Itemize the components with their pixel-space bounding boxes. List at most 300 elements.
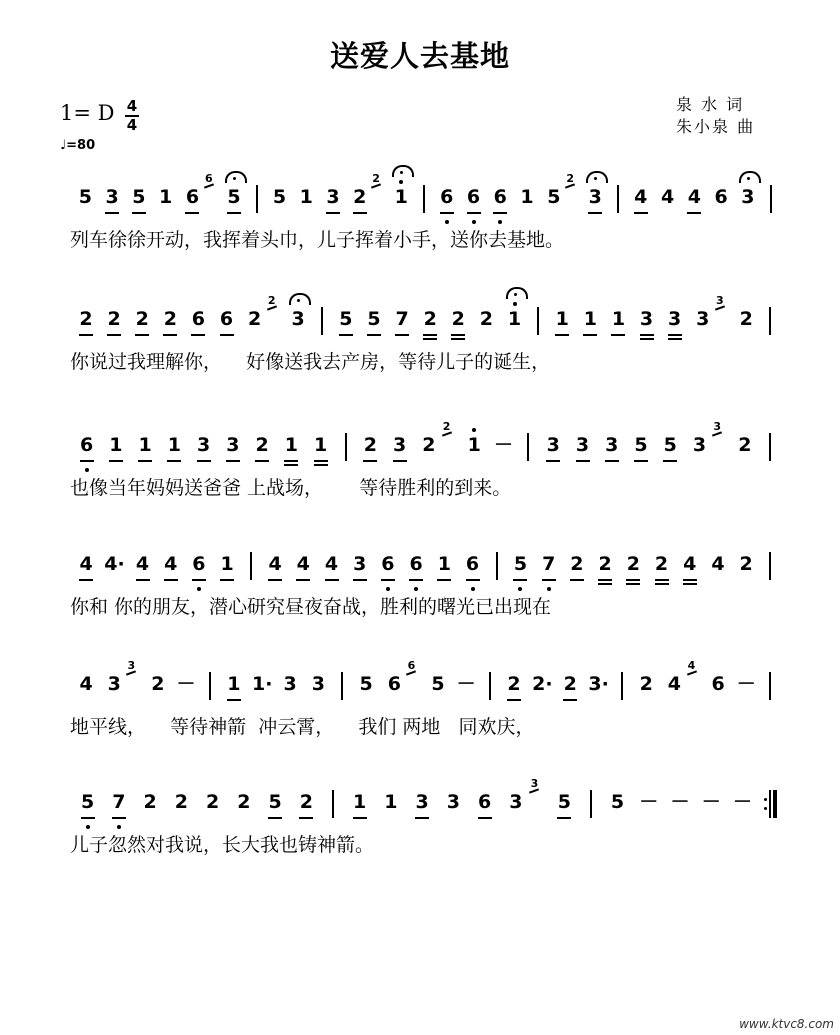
note	[350, 185, 370, 209]
note-digit: 2	[107, 308, 121, 330]
song-title: 送爱人去基地	[329, 39, 510, 73]
note	[475, 790, 495, 814]
underline-beam	[583, 334, 597, 336]
note-digit: －	[732, 791, 752, 813]
underline-beam	[663, 460, 677, 462]
note	[554, 790, 574, 814]
note-digit: 3	[446, 791, 460, 813]
note	[133, 552, 153, 576]
underline-beam	[353, 817, 367, 819]
underline-beam	[268, 817, 282, 819]
note	[390, 433, 410, 457]
note-digit: 6	[440, 186, 454, 208]
underline-beam	[655, 579, 669, 581]
note	[680, 552, 700, 576]
note	[224, 672, 244, 696]
time-signature	[122, 98, 142, 134]
barline	[489, 672, 491, 700]
barline	[537, 307, 539, 335]
note	[360, 433, 380, 457]
score-line	[0, 777, 840, 870]
underline-beam	[220, 334, 234, 336]
note	[732, 790, 752, 814]
score-line	[0, 552, 840, 632]
note	[690, 433, 710, 457]
note	[708, 672, 728, 696]
grace-note: 6	[202, 173, 216, 184]
note-digit: 4	[135, 553, 150, 575]
note-digit: －	[456, 673, 476, 695]
underline-beam	[367, 334, 381, 336]
note	[188, 307, 208, 331]
low-octave-dot	[86, 825, 90, 829]
low-octave-dot	[85, 468, 89, 472]
underline-beam	[493, 212, 507, 214]
note	[224, 185, 244, 209]
low-octave-dot	[518, 587, 522, 591]
note	[573, 433, 593, 457]
barline	[341, 672, 343, 700]
grace-note: 2	[440, 421, 454, 432]
barline	[769, 307, 771, 335]
note	[708, 552, 728, 576]
grace-note: 3	[713, 295, 727, 306]
note-digit: 2	[507, 673, 521, 695]
note-digit: 5	[513, 553, 528, 575]
note	[392, 307, 412, 331]
note	[322, 552, 342, 576]
low-octave-dot	[197, 587, 201, 591]
underline-beam	[164, 579, 178, 581]
note	[104, 552, 124, 576]
note-digit: 1	[611, 308, 626, 330]
note-digit: 2	[654, 553, 669, 575]
note-digit: 7	[542, 553, 556, 575]
underline-beam	[563, 699, 577, 701]
note-digit: 1	[159, 186, 173, 208]
note-digit: 6	[387, 673, 401, 695]
note	[293, 552, 313, 576]
underline-beam	[135, 334, 149, 336]
note	[296, 185, 316, 209]
underline-beam	[381, 579, 395, 581]
lyric-line: 你和 你的朋友，潜心研究昼夜奋战，胜利的曙光已出现在	[70, 596, 552, 618]
note	[280, 672, 300, 696]
note-digit: 3	[509, 791, 523, 813]
underline-beam	[626, 583, 640, 585]
note	[109, 790, 129, 814]
note-digit: 3	[283, 673, 297, 695]
note-digit: 2	[163, 308, 177, 330]
note-digit: 6	[465, 553, 480, 575]
note	[311, 433, 331, 457]
note	[608, 307, 628, 331]
barline	[321, 307, 323, 335]
underline-beam	[107, 334, 121, 336]
note-digit: －	[176, 673, 196, 695]
note	[245, 307, 265, 331]
note	[580, 307, 600, 331]
underline-beam	[634, 460, 648, 462]
lyric-line: 儿子忽然对我说，长大我也铸神箭。	[70, 834, 375, 856]
underline-beam	[393, 460, 407, 462]
underline-beam	[255, 460, 269, 462]
note	[665, 307, 685, 331]
barline	[332, 790, 334, 818]
underline-beam	[598, 583, 612, 585]
barline	[256, 185, 258, 213]
note-digit: 3·	[588, 673, 609, 695]
underline-beam	[112, 817, 126, 819]
note	[419, 433, 439, 457]
note-digit: 3	[605, 434, 619, 456]
note-digit: 1	[394, 186, 408, 208]
note	[182, 185, 202, 209]
underline-beam	[299, 817, 313, 819]
note-digit: 1	[384, 791, 398, 813]
note	[560, 672, 580, 696]
underline-beam	[507, 699, 521, 701]
underline-beam	[557, 817, 571, 819]
note	[234, 790, 254, 814]
note	[160, 307, 180, 331]
note	[217, 307, 237, 331]
note-digit: 1	[437, 553, 451, 575]
note	[532, 672, 552, 696]
note-digit: 2	[206, 791, 220, 813]
note-digit: 1	[299, 186, 313, 208]
note	[132, 307, 152, 331]
underline-beam	[542, 579, 556, 581]
grace-note: 4	[685, 660, 699, 671]
underline-beam	[570, 579, 584, 581]
grace-note: 3	[710, 421, 724, 432]
underline-beam	[440, 212, 454, 214]
note-digit: 4	[268, 553, 282, 575]
note-digit: 2	[247, 308, 262, 330]
note-digit: 2	[143, 791, 157, 813]
note	[189, 552, 209, 576]
note-digit: 2	[570, 553, 584, 575]
lyricist-credit: 泉 水 词	[676, 95, 745, 114]
note	[517, 185, 537, 209]
note-digit: 2	[479, 308, 493, 330]
note-digit: 3	[696, 308, 710, 330]
note-digit: 5	[634, 434, 648, 456]
note	[552, 307, 572, 331]
note	[588, 672, 608, 696]
note	[736, 307, 756, 331]
underline-beam	[105, 212, 119, 214]
note-digit: 6	[711, 673, 725, 695]
note	[356, 672, 376, 696]
note-digit: 5	[367, 308, 381, 330]
note	[658, 185, 678, 209]
low-octave-dot	[471, 587, 475, 591]
fermata	[586, 171, 608, 183]
note-digit: 6	[191, 308, 206, 330]
note-digit: 1	[507, 308, 522, 330]
note-digit: 2	[135, 308, 149, 330]
note-digit: 4	[296, 553, 310, 575]
note-digit: 5	[610, 791, 625, 813]
note	[464, 185, 484, 209]
note	[384, 672, 404, 696]
note-digit: 1	[555, 308, 569, 330]
underline-beam	[79, 334, 93, 336]
note-digit: 5	[431, 673, 445, 695]
note	[217, 552, 237, 576]
note-digit: －	[494, 434, 514, 456]
underline-beam	[339, 334, 353, 336]
note	[75, 185, 95, 209]
note-digit: 4	[79, 553, 93, 575]
note-digit: 3	[741, 186, 755, 208]
grace-note: 2	[265, 295, 279, 306]
note-digit: 1	[227, 673, 241, 695]
note	[135, 433, 155, 457]
note	[506, 790, 526, 814]
underline-beam	[683, 583, 697, 585]
note-digit: 2	[79, 308, 93, 330]
note-digit: －	[736, 673, 756, 695]
note-digit: 1	[109, 434, 123, 456]
fermata	[739, 171, 761, 183]
note-digit: 6	[493, 186, 507, 208]
underline-beam	[409, 579, 423, 581]
note-digit: 1	[314, 434, 328, 456]
underline-beam	[284, 464, 298, 466]
note-digit: 2	[598, 553, 612, 575]
note	[639, 790, 659, 814]
note-digit: 2	[353, 186, 367, 208]
note-digit: 5	[339, 308, 353, 330]
note	[736, 672, 756, 696]
underline-beam	[138, 460, 152, 462]
underline-beam	[546, 460, 560, 462]
note	[350, 790, 370, 814]
score-line	[0, 172, 840, 265]
note-digit: 2	[738, 434, 752, 456]
note	[456, 672, 476, 696]
note	[104, 672, 124, 696]
note-digit: 3	[668, 308, 682, 330]
note	[464, 433, 484, 457]
note	[288, 307, 308, 331]
note	[631, 433, 651, 457]
note	[631, 185, 651, 209]
note-digit: 1	[467, 434, 481, 456]
grace-note: 2	[369, 173, 383, 184]
underline-beam	[668, 334, 682, 336]
note-digit: 2	[563, 673, 577, 695]
underline-beam	[136, 579, 150, 581]
note-digit: 6	[477, 791, 492, 813]
note-digit: 6	[714, 186, 728, 208]
note-digit: 4	[687, 186, 701, 208]
note-digit: 1	[167, 434, 181, 456]
barline	[621, 672, 623, 700]
note	[607, 790, 627, 814]
underline-beam	[353, 579, 367, 581]
note	[735, 433, 755, 457]
note	[265, 790, 285, 814]
note	[670, 790, 690, 814]
lyric-line: 地平线， 等待神箭 冲云霄， 我们 两地 同欢庆，	[70, 716, 535, 738]
underline-beam	[80, 460, 94, 462]
time-signature-top: 4	[126, 97, 138, 115]
underline-beam	[226, 460, 240, 462]
note-digit: 2	[255, 434, 269, 456]
note	[104, 307, 124, 331]
fermata	[392, 165, 414, 177]
note	[364, 307, 384, 331]
note-digit: 4	[324, 553, 339, 575]
note-digit: 7	[395, 308, 409, 330]
grace-note: 3	[527, 778, 541, 789]
note	[505, 307, 525, 331]
note	[308, 672, 328, 696]
note	[76, 307, 96, 331]
note-digit: 4	[667, 673, 682, 695]
note-digit: 3	[197, 434, 211, 456]
note-digit: 4	[660, 186, 675, 208]
note-digit: 1	[520, 186, 534, 208]
note-digit: 3	[639, 308, 654, 330]
underline-beam	[668, 338, 682, 340]
note-digit: 2	[739, 308, 753, 330]
note	[76, 672, 96, 696]
lyric-line: 列车徐徐开动，我挥着头巾，儿子挥着小手，送你去基地。	[70, 229, 565, 251]
note	[296, 790, 316, 814]
note-digit: 6	[192, 553, 206, 575]
score-line	[0, 294, 840, 387]
note-digit: 5	[78, 186, 92, 208]
note-digit: 3	[692, 434, 707, 456]
note-digit: 3	[415, 791, 429, 813]
high-octave-dot	[399, 180, 403, 184]
score-line	[0, 420, 840, 513]
underline-beam	[555, 334, 569, 336]
note	[381, 790, 401, 814]
note-digit: 6	[409, 553, 423, 575]
note-digit: 2	[363, 434, 378, 456]
note-digit: 1	[220, 553, 234, 575]
note	[281, 433, 301, 457]
note	[510, 552, 530, 576]
underline-beam	[197, 460, 211, 462]
underline-beam	[353, 212, 367, 214]
note-digit: 5	[272, 186, 287, 208]
note-digit: 3	[226, 434, 240, 456]
note	[437, 185, 457, 209]
high-octave-dot	[513, 302, 517, 306]
underline-beam	[395, 334, 409, 336]
note	[106, 433, 126, 457]
note	[494, 433, 514, 457]
note-digit: 5	[359, 673, 373, 695]
barline	[496, 552, 498, 580]
note-digit: 2	[739, 553, 753, 575]
note-digit: 2	[299, 791, 314, 813]
underline-beam	[163, 334, 177, 336]
note-digit: 1	[352, 791, 367, 813]
note-digit: －	[670, 791, 690, 813]
note	[463, 552, 483, 576]
underline-beam	[325, 579, 339, 581]
note	[490, 185, 510, 209]
note	[567, 552, 587, 576]
note	[350, 552, 370, 576]
underline-beam	[423, 334, 437, 336]
barline	[423, 185, 425, 213]
underline-beam	[415, 817, 429, 819]
note-digit: 5	[81, 791, 95, 813]
grace-note: 6	[404, 660, 418, 671]
note	[129, 185, 149, 209]
note-digit: 5	[132, 186, 146, 208]
note	[269, 185, 289, 209]
grace-note: 2	[563, 173, 577, 184]
underline-beam	[634, 212, 648, 214]
underline-beam	[588, 212, 602, 214]
note	[171, 790, 191, 814]
note-digit: 3	[575, 434, 590, 456]
underline-beam	[626, 579, 640, 581]
note	[428, 672, 448, 696]
note-digit: 4	[79, 673, 93, 695]
note	[652, 552, 672, 576]
note	[711, 185, 731, 209]
note-digit: 2·	[532, 673, 553, 695]
score-line	[0, 659, 840, 752]
note-digit: 3	[353, 553, 367, 575]
note	[701, 790, 721, 814]
note	[693, 307, 713, 331]
note	[585, 185, 605, 209]
note-digit: 3	[107, 673, 121, 695]
note-digit: 6	[381, 553, 395, 575]
note-digit: 2	[174, 791, 188, 813]
note	[176, 672, 196, 696]
low-octave-dot	[414, 587, 418, 591]
tempo-marking: ♩=80	[60, 138, 96, 153]
underline-beam	[605, 460, 619, 462]
underline-beam	[326, 212, 340, 214]
underline-beam	[513, 579, 527, 581]
key-signature: 1= D	[60, 101, 115, 125]
grace-note: 3	[124, 660, 138, 671]
note-digit: 3	[588, 186, 602, 208]
repeat-end-barline	[764, 790, 776, 818]
underline-beam	[451, 338, 465, 340]
underline-beam	[687, 212, 701, 214]
note	[448, 307, 468, 331]
barline	[209, 672, 211, 700]
barline	[250, 552, 252, 580]
note	[602, 433, 622, 457]
note-digit: 5	[663, 434, 677, 456]
note	[78, 790, 98, 814]
note	[544, 185, 564, 209]
underline-beam	[437, 579, 451, 581]
note-digit: 3	[546, 434, 560, 456]
note	[161, 552, 181, 576]
note	[102, 185, 122, 209]
low-octave-dot	[386, 587, 390, 591]
note-digit: 5	[227, 186, 241, 208]
note-digit: 1	[583, 308, 597, 330]
